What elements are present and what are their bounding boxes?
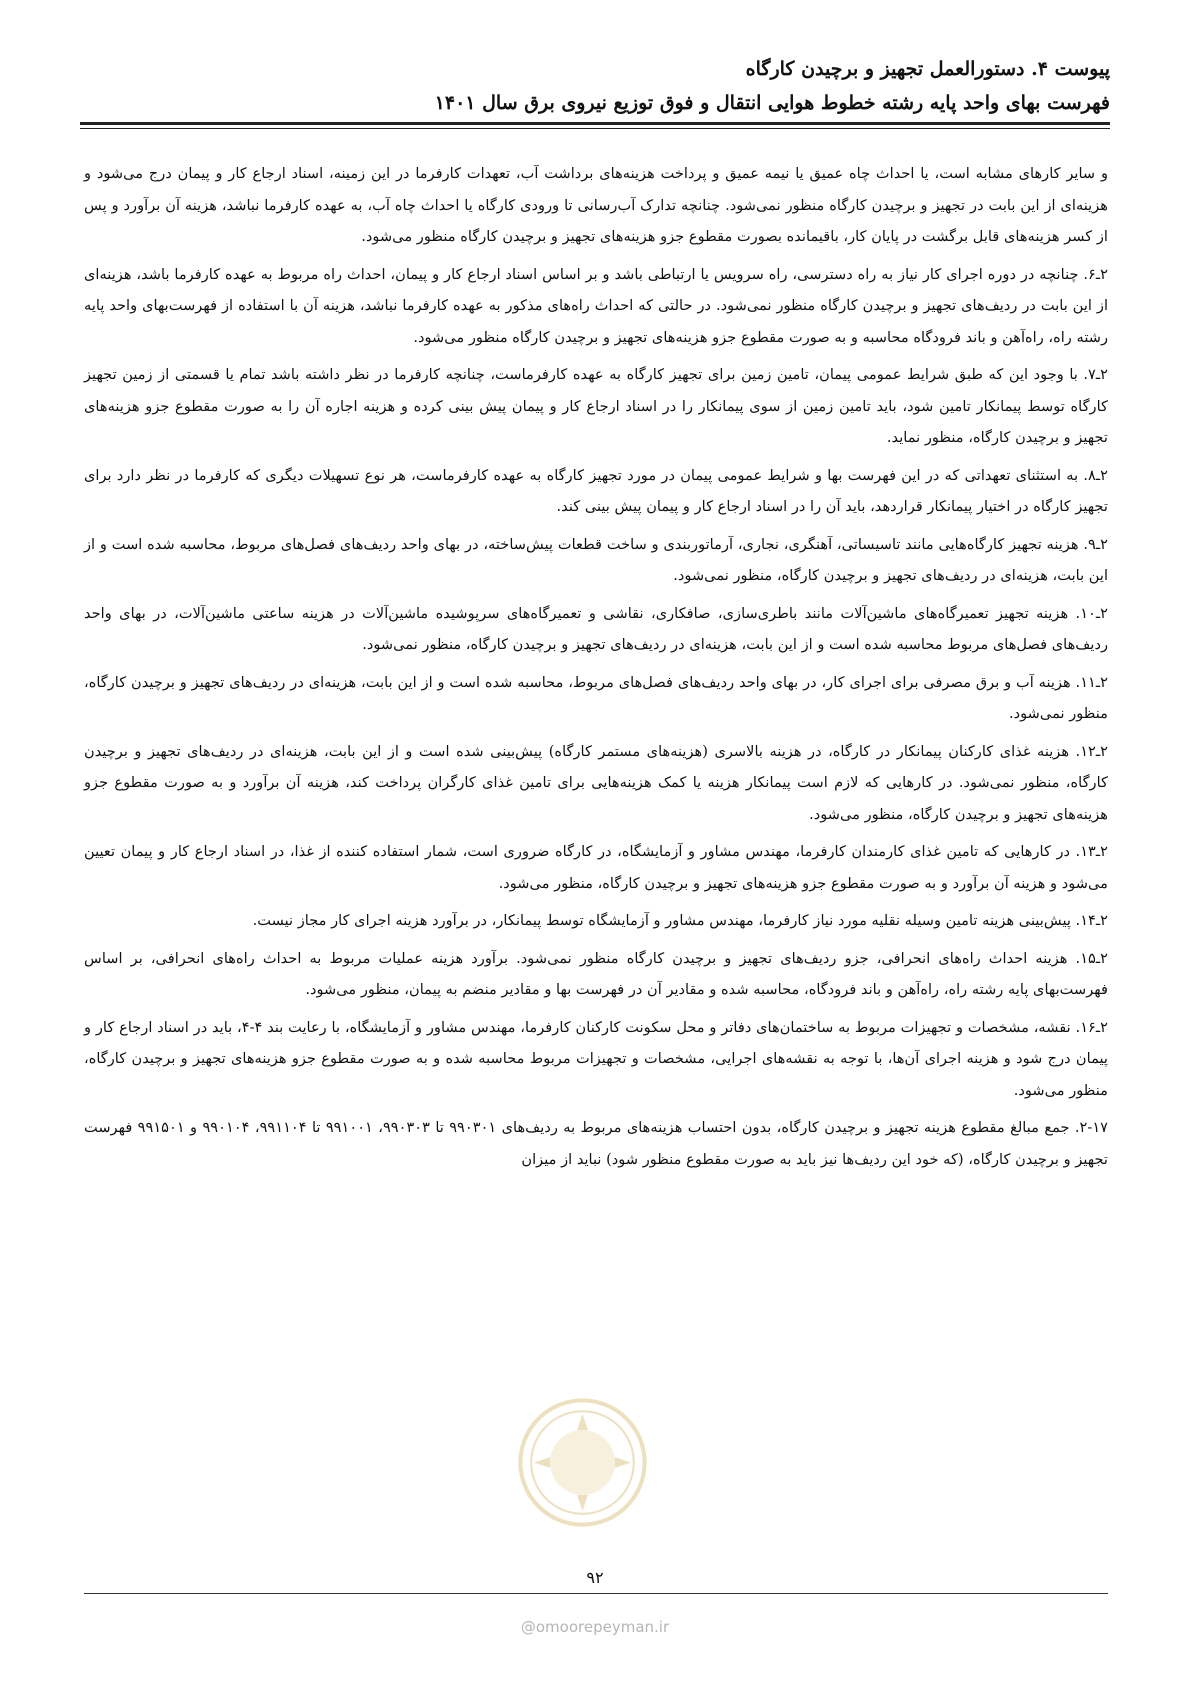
watermark-url: @omoorepeyman.ir: [520, 1618, 670, 1636]
paragraph-2-12: ۲ـ۱۲. هزینه غذای کارکنان پیمانکار در کارگاه، در هزینه بالاسری (هزینه‌های مستمر کارگاه) پیش‌بینی شده است و از این بابت، هزینه‌ای در ردیف‌های تجهیز و برچیدن کارگاه، منظور نمی‌شود. در کارهایی که لازم است پیمانکار هزینه یا کمک هزینه‌هایی برای تامین غذای کارگران پرداخت کند، هزینه آن برآورد و به صورت مقطوع جزو هزینه‌های تجهیز و برچیدن کارگاه، منظور می‌شود.: [84, 742, 1108, 823]
watermark-seal-icon: [515, 1395, 650, 1530]
paragraph-2-11: ۲ـ۱۱. هزینه آب و برق مصرفی برای اجرای کار، در بهای واحد ردیف‌های فصل‌های مربوط، محاسبه شده است و از این بابت، هزینه‌ای در ردیف‌های تجهیز و برچیدن کارگاه، منظور نمی‌شود.: [84, 673, 1108, 722]
document-body: [84, 158, 1108, 1181]
header-title-pricelist: فهرست بهای واحد پایه رشته خطوط هوایی انتقال و فوق توزیع نیروی برق سال ۱۴۰۱: [434, 92, 1110, 114]
paragraph-2-17: ۲-۱۷. جمع مبالغ مقطوع هزینه تجهیز و برچیدن کارگاه، بدون احتساب هزینه‌های مربوط به ردیف‌های ۹۹۰۳۰۱ تا ۹۹۰۳۰۳، ۹۹۱۰۰۱ تا ۹۹۱۱۰۴، ۹۹۰۱۰۴ و ۹۹۱۵۰۱ فهرست تجهیز و برچیدن کارگاه، (که خود این ردیف‌ها نیز باید به صورت مقطوع منظور شود) نباید از میزان: [84, 1119, 1108, 1168]
paragraph-2-14: ۲ـ۱۴. پیش‌بینی هزینه تامین وسیله نقلیه مورد نیاز کارفرما، مهندس مشاور و آزمایشگاه توسط پیمانکار، در برآورد هزینه اجرای کار مجاز نیست.: [252, 912, 1108, 929]
paragraph-2-15: ۲ـ۱۵. هزینه احداث راه‌های انحرافی، جزو ردیف‌های تجهیز و برچیدن کارگاه منظور نمی‌شود. برآورد هزینه عملیات مربوط به احداث راه‌های انحرافی، بر اساس فهرست‌بهای پایه رشته راه، راه‌آهن و باند فرودگاه، محاسبه شده و مقادیر آن در فهرست بها و مقادیر منضم به پیمان، منظور می‌شود.: [84, 949, 1108, 998]
header-title-appendix: پیوست ۴. دستورالعمل تجهیز و برچیدن کارگاه: [745, 58, 1110, 80]
page-number: ۹۲: [586, 1568, 604, 1587]
paragraph-2-16: ۲ـ۱۶. نقشه، مشخصات و تجهیزات مربوط به ساختمان‌های دفاتر و محل سکونت کارکنان کارفرما، مهندس مشاور و آزمایشگاه، با رعایت بند ۴-۴، باید در اسناد ارجاع کار و پیمان درج شود و هزینه اجرای آن‌ها، با توجه به نقشه‌های اجرایی، مشخصات و تجهیزات مربوط محاسبه شده و به‌ صورت مقطوع جزو هزینه‌های تجهیز و برچیدن کارگاه، منظور می‌شود.: [84, 1018, 1108, 1099]
page-header: [80, 52, 1110, 120]
header-divider-thin: [80, 128, 1110, 129]
paragraph-2-13: ۲ـ۱۳. در کارهایی که تامین غذای کارمندان کارفرما، مهندس مشاور و آزمایشگاه، در کارگاه ضروری است، شمار استفاده کننده از غذا، در اسناد ارجاع کار و پیمان تعیین می‌شود و هزینه آن برآورد و به صورت مقطوع جزو هزینه‌های تجهیز و برچیدن کارگاه، منظور می‌شود.: [84, 843, 1108, 892]
footer-divider: [84, 1593, 1108, 1594]
paragraph-2-9: ۲ـ۹. هزینه تجهیز کارگاه‌هایی مانند تاسیساتی، آهنگری، نجاری، آرماتوربندی و ساخت قطعات پیش‌ساخته، در بهای واحد ردیف‌های فصل‌های مربوط، محاسبه شده است و از این بابت، هزینه‌ای در ردیف‌های تجهیز و برچیدن کارگاه، منظور نمی‌شود.: [84, 535, 1108, 584]
header-divider-thick: [80, 122, 1110, 125]
paragraph-2-7: ۲ـ۷. با وجود این که طبق شرایط عمومی پیمان، تامین زمین برای تجهیز کارگاه به عهده کارفرماست، چنانچه کارفرما در نظر داشته باشد تمام یا قسمتی از زمین تجهیز کارگاه توسط پیمانکار تامین شود، باید تامین زمین از سوی پیمانکار را در اسناد ارجاع کار و پیمان پیش بینی کرده و هزینه اجاره آن را به صورت مقطوع جزو هزینه‌های تجهیز و برچیدن کارگاه، منظور نماید.: [84, 366, 1109, 446]
paragraph-2-8: ۲ـ۸. به استثنای تعهداتی که در این فهرست بها و شرایط عمومی پیمان در مورد تجهیز کارگاه به عهده کارفرماست، هر نوع تسهیلات دیگری که کارفرما در نظر دارد برای تجهیز کارگاه در اختیار پیمانکار قراردهد، باید آن را در اسناد ارجاع کار و پیمان پیش بینی کند.: [84, 466, 1108, 515]
paragraph-2-10: ۲ـ۱۰. هزینه تجهیز تعمیرگاه‌های ماشین‌آلات مانند باطری‌سازی، صافکاری، نقاشی و تعمیرگاه‌های سرپوشیده ماشین‌آلات در هزینه ساعتی ماشین‌آلات، در بهای واحد ردیف‌های فصل‌های مربوط محاسبه شده است و از این بابت، هزینه‌ای در ردیف‌های تجهیز و برچیدن کارگاه، منظور نمی‌شود.: [84, 604, 1108, 653]
paragraph-2-6: ۲ـ۶. چنانچه در دوره اجرای کار نیاز به راه دسترسی، راه سرویس یا ارتباطی باشد و بر اساس اسناد ارجاع کار و پیمان، احداث راه مربوط به عهده کارفرما باشد، هزینه‌ای از این بابت در ردیف‌های تجهیز و برچیدن کارگاه منظور نمی‌شود. در حالتی که احداث راه‌های مذکور به عهده کارفرما نباشد، هزینه آن با استفاده از فهرست‌بهای واحد پایه رشته راه، راه‌آهن و باند فرودگاه محاسبه و به صورت مقطوع جزو هزینه‌های تجهیز و برچیدن کارگاه منظور می‌شود.: [84, 265, 1108, 346]
paragraph-continuation: و سایر کارهای مشابه است، یا احداث چاه عمیق یا نیمه عمیق و پرداخت هزینه‌های برداشت آب، تعهدات کارفرما در این زمینه، اسناد ارجاع کار و پیمان درج می‌شود و هزینه‌ای از این بابت در تجهیز و برچیدن کارگاه منظور نمی‌شود. چنانچه تدارک آب‌رسانی تا ورودی کارگاه یا احداث چاه آب، به عهده کارفرما نباشد، هزینه آن برآورد و پس از کسر هزینه‌های قابل برگشت در پایان کار، باقیمانده بصورت مقطوع جزو هزینه‌های تجهیز و برچیدن کارگاه منظور می‌شود.: [84, 165, 1108, 245]
